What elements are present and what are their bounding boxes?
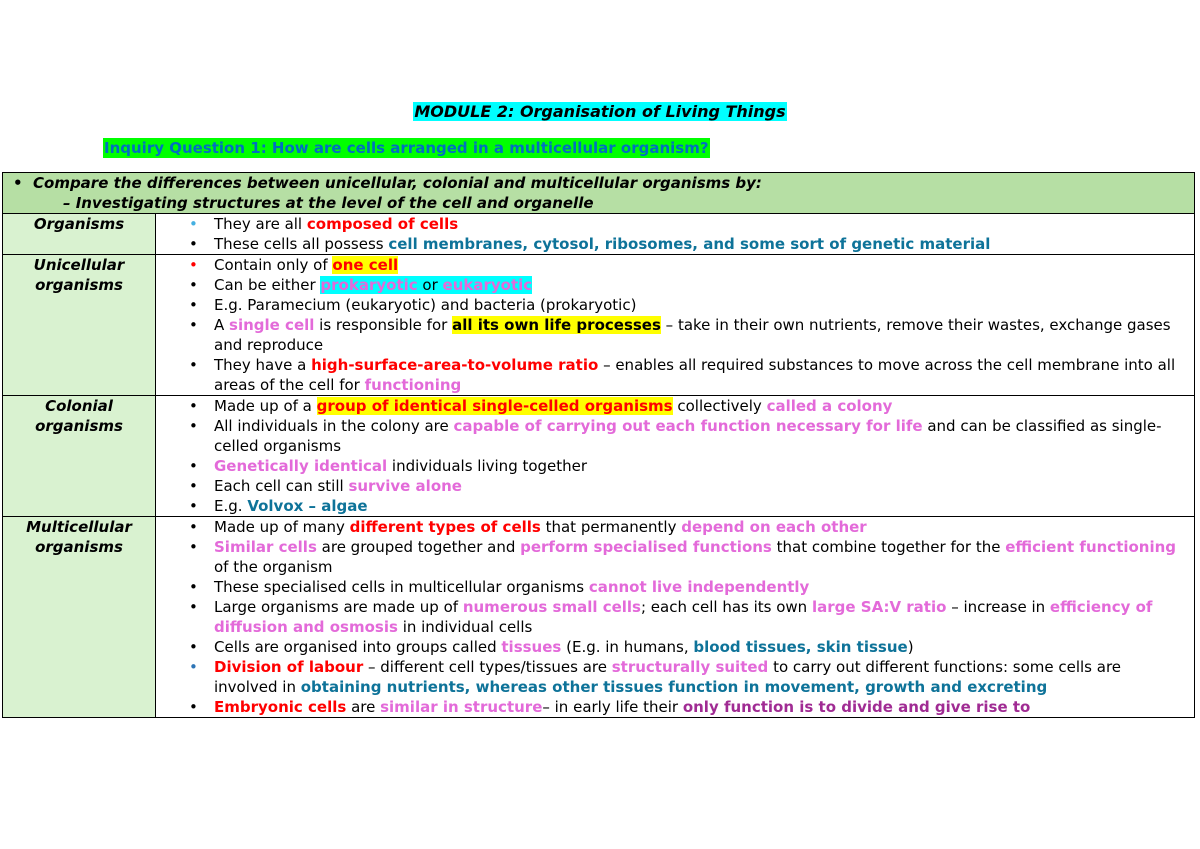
- text: different types of cells: [349, 518, 541, 536]
- text: that combine together for the: [771, 538, 1006, 556]
- text: individuals living together: [387, 457, 588, 475]
- table-header-row: [3, 173, 1195, 214]
- bullet-list: [156, 396, 1194, 516]
- text: – increase in: [946, 598, 1050, 616]
- text: survive alone: [348, 477, 462, 495]
- text: group of identical single-celled organisms: [316, 397, 673, 415]
- list-item: [214, 517, 1186, 537]
- inquiry-question: Inquiry Question 1: How are cells arranged in a multicellular organism?: [104, 139, 709, 157]
- text: efficiency of diffusion and osmosis: [214, 598, 1153, 636]
- text: All individuals in the colony are: [214, 417, 454, 435]
- table-row: [3, 214, 1195, 255]
- row-content-multicellular: [156, 517, 1195, 718]
- list-item: [214, 416, 1186, 456]
- bullet-list: [156, 517, 1194, 717]
- text: Contain only of: [214, 256, 333, 274]
- header-line-1: • Compare the differences between unicellular, colonial and multicellular organisms by:: [33, 173, 1188, 193]
- text: Volvox – algae: [247, 497, 368, 515]
- text: cannot live independently: [588, 578, 810, 596]
- list-item: [214, 275, 1186, 295]
- text: are: [346, 698, 381, 716]
- text: ; each cell has its own: [640, 598, 812, 616]
- text: prokaryotic: [320, 276, 418, 294]
- text: obtaining nutrients, whereas other tissues function in movement, growth and excreting: [300, 678, 1048, 696]
- text: high-surface-area-to-volume ratio: [311, 356, 599, 374]
- list-item: [214, 234, 1186, 254]
- text: – take in their own nutrients, remove their wastes, exchange gases and reproduce: [214, 316, 1171, 354]
- text: Division of labour: [214, 658, 364, 676]
- table-row: [3, 396, 1195, 517]
- text: that permanently: [540, 518, 682, 536]
- row-content-unicellular: [156, 255, 1195, 396]
- text: Embryonic cells: [214, 698, 347, 716]
- text: are grouped together and: [316, 538, 521, 556]
- row-label-colonial: Colonial organisms: [3, 396, 156, 517]
- text: all its own life processes: [452, 316, 661, 334]
- text: Similar cells: [214, 538, 317, 556]
- table-row: [3, 255, 1195, 396]
- text: cell membranes, cytosol, ribosomes, and some sort of genetic material: [388, 235, 991, 253]
- list-item: [214, 577, 1186, 597]
- text: These cells all possess: [214, 235, 389, 253]
- text: Genetically identical: [214, 457, 388, 475]
- text: Large organisms are made up of: [214, 598, 463, 616]
- table-header-cell: [3, 173, 1195, 214]
- list-item: [214, 315, 1186, 355]
- list-item: [214, 496, 1186, 516]
- row-label-multicellular: Multicellular organisms: [3, 517, 156, 718]
- text: (E.g. in humans,: [561, 638, 694, 656]
- text: depend on each other: [681, 518, 867, 536]
- list-item: [214, 697, 1186, 717]
- list-item: [214, 657, 1186, 697]
- bullet-list: [156, 214, 1194, 254]
- text: – different cell types/tissues are: [363, 658, 612, 676]
- list-item: [214, 476, 1186, 496]
- text: called a colony: [766, 397, 893, 415]
- text: similar in structure: [380, 698, 543, 716]
- list-item: [214, 637, 1186, 657]
- text: one cell: [332, 256, 399, 274]
- text: composed of cells: [306, 215, 459, 233]
- text: single cell: [229, 316, 315, 334]
- text: A: [214, 316, 230, 334]
- text: Can be either: [214, 276, 321, 294]
- list-item: [214, 537, 1186, 577]
- text: large SA:V ratio: [811, 598, 947, 616]
- row-content-organisms: [156, 214, 1195, 255]
- text: eukaryotic: [442, 276, 533, 294]
- text: efficient functioning: [1005, 538, 1177, 556]
- text: is responsible for: [314, 316, 453, 334]
- list-item: [214, 597, 1186, 637]
- text: – in early life their: [542, 698, 683, 716]
- text: These specialised cells in multicellular organisms: [214, 578, 589, 596]
- text: – enables all required substances to move across the cell membrane into all areas of the cell for: [214, 356, 1176, 394]
- row-content-colonial: [156, 396, 1195, 517]
- list-item: [214, 396, 1186, 416]
- list-item: • E.g. Paramecium (eukaryotic) and bacteria (prokaryotic): [214, 295, 1186, 315]
- text: and can be classified as single-celled organisms: [214, 417, 1162, 455]
- text: Made up of many: [214, 518, 350, 536]
- row-label-organisms: Organisms: [3, 214, 156, 255]
- table-row: [3, 517, 1195, 718]
- list-item: [214, 255, 1186, 275]
- text: in individual cells: [397, 618, 533, 636]
- text: only function is to divide and give rise to: [682, 698, 1031, 716]
- text: They have a: [214, 356, 312, 374]
- text: collectively: [672, 397, 767, 415]
- document-title: [0, 102, 1200, 122]
- text: Each cell can still: [214, 477, 349, 495]
- bullet-list: [156, 255, 1194, 395]
- text: Made up of a: [214, 397, 317, 415]
- text: functioning: [364, 376, 462, 394]
- text: structurally suited: [611, 658, 769, 676]
- text: They are all: [214, 215, 307, 233]
- text: capable of carrying out each function necessary for life: [453, 417, 923, 435]
- text: or: [417, 276, 443, 294]
- list-item: [214, 456, 1186, 476]
- header-line-2: – Investigating structures at the level of the cell and organelle: [63, 194, 594, 212]
- text: numerous small cells: [462, 598, 641, 616]
- text: Cells are organised into groups called: [214, 638, 502, 656]
- text: tissues: [501, 638, 562, 656]
- row-label-unicellular: Unicellular organisms: [3, 255, 156, 396]
- text: to carry out different functions: some cells are involved in: [214, 658, 1122, 696]
- text: blood tissues, skin tissue: [693, 638, 908, 656]
- document-title-text: MODULE 2: Organisation of Living Things: [414, 102, 786, 121]
- list-item: [214, 214, 1186, 234]
- notes-table: [2, 172, 1195, 718]
- text: of the organism: [214, 558, 333, 576]
- list-item: [214, 355, 1186, 395]
- text: perform specialised functions: [520, 538, 772, 556]
- text: ): [907, 638, 914, 656]
- text: E.g.: [214, 497, 248, 515]
